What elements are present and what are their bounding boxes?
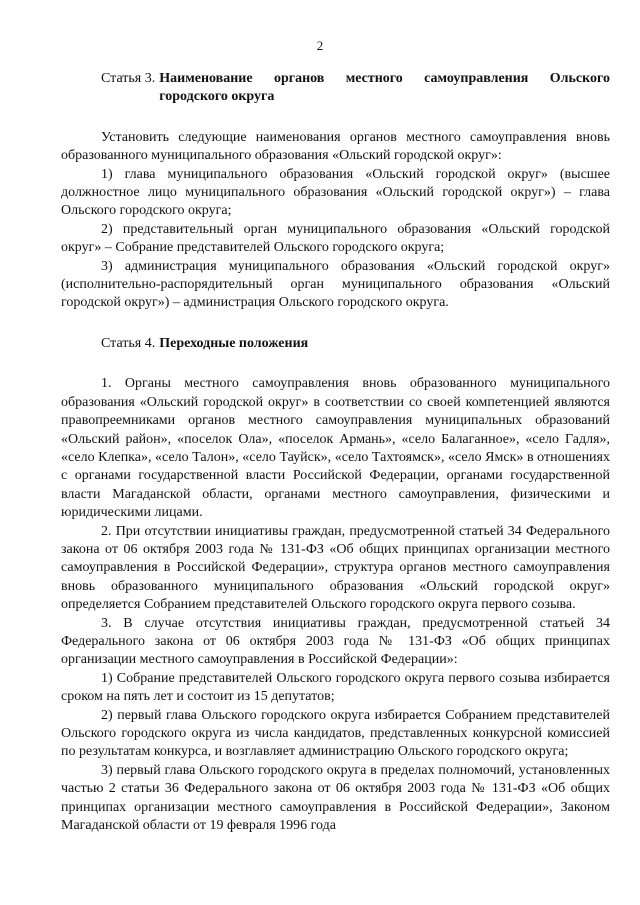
page-number: 2 <box>316 38 324 53</box>
article-4-heading <box>61 335 610 353</box>
article-4-paragraph: 2. При отсутствии инициативы граждан, предусмотренной статьей 34 Федерального закона от 06 октября 2003 года № 131-ФЗ «Об общих принципах организации местного самоуправления в Российской Федерации», структура органов местного самоуправления вновь образованного муниципального образования «Ольский городской округ» определяется Собранием представителей Ольского городского округа первого созыва. <box>61 523 610 613</box>
article-3-paragraph: Установить следующие наименования органов местного самоуправления вновь образованного муниципального образования «Ольский городской округ»: <box>61 129 610 164</box>
article-3-title: Наименование органов местного самоуправления Ольского городского округа <box>159 71 610 105</box>
article-3-paragraph: 3) администрация муниципального образования «Ольский городской округ» (исполнительно-распорядительный орган муниципального образования «Ольский городской округ») – администрация Ольского городского округа. <box>61 258 610 311</box>
article-4-paragraph: 1) Собрание представителей Ольского городского округа первого созыва избирается сроком на пять лет и состоит из 15 депутатов; <box>61 670 610 705</box>
article-3-paragraph: 1) глава муниципального образования «Ольский городской округ» (высшее должностное лицо муниципального образования «Ольский городской округ») – глава Ольского городского округа; <box>61 166 610 219</box>
article-4-paragraph: 1. Органы местного самоуправления вновь образованного муниципального образования «Ольский городской округ» в соответствии со своей компетенцией являются правопреемниками органов местного самоуправления муниципальных образований «Ольский район», «поселок Ола», «поселок Армань», «село Балаганное», «село Гадля», «село Клепка», «село Талон», «село Тауйск», «село Тахтоямск», «село Ямск» в отношениях с органами государственной власти Российской Федерации, органами государственной власти Магаданской области, органами местного самоуправления, физическими и юридическими лицами. <box>61 376 610 521</box>
article-4-paragraph: 2) первый глава Ольского городского округа избирается Собранием представителей Ольского городского округа из числа кандидатов, представленных конкурсной комиссией по результатам конкурса, и возглавляет администрацию Ольского городского округа; <box>61 707 610 760</box>
article-3-heading <box>61 70 610 107</box>
article-3-paragraph: 2) представительный орган муниципального образования «Ольский городской округ» – Собрание представителей Ольского городского округа; <box>61 221 610 256</box>
article-3-label: Статья 3. <box>101 71 156 86</box>
document-body <box>61 70 610 835</box>
article-4-label: Статья 4. <box>101 335 156 351</box>
article-4-paragraph: 3) первый глава Ольского городского округа в пределах полномочий, установленных частью 2 статьи 36 Федерального закона от 06 октября 2003 года № 131-ФЗ «Об общих принципах организации местного самоуправления в Российской Федерации», Законом Магаданской области от 19 февраля 1996 года <box>61 762 610 834</box>
article-4-title: Переходные положения <box>159 335 309 351</box>
article-4-paragraph: 3. В случае отсутствия инициативы граждан, предусмотренной статьей 34 Федерального закона от 06 октября 2003 года № 131-ФЗ «Об общих принципах организации местного самоуправления в Российской Федерации»: <box>61 615 610 668</box>
